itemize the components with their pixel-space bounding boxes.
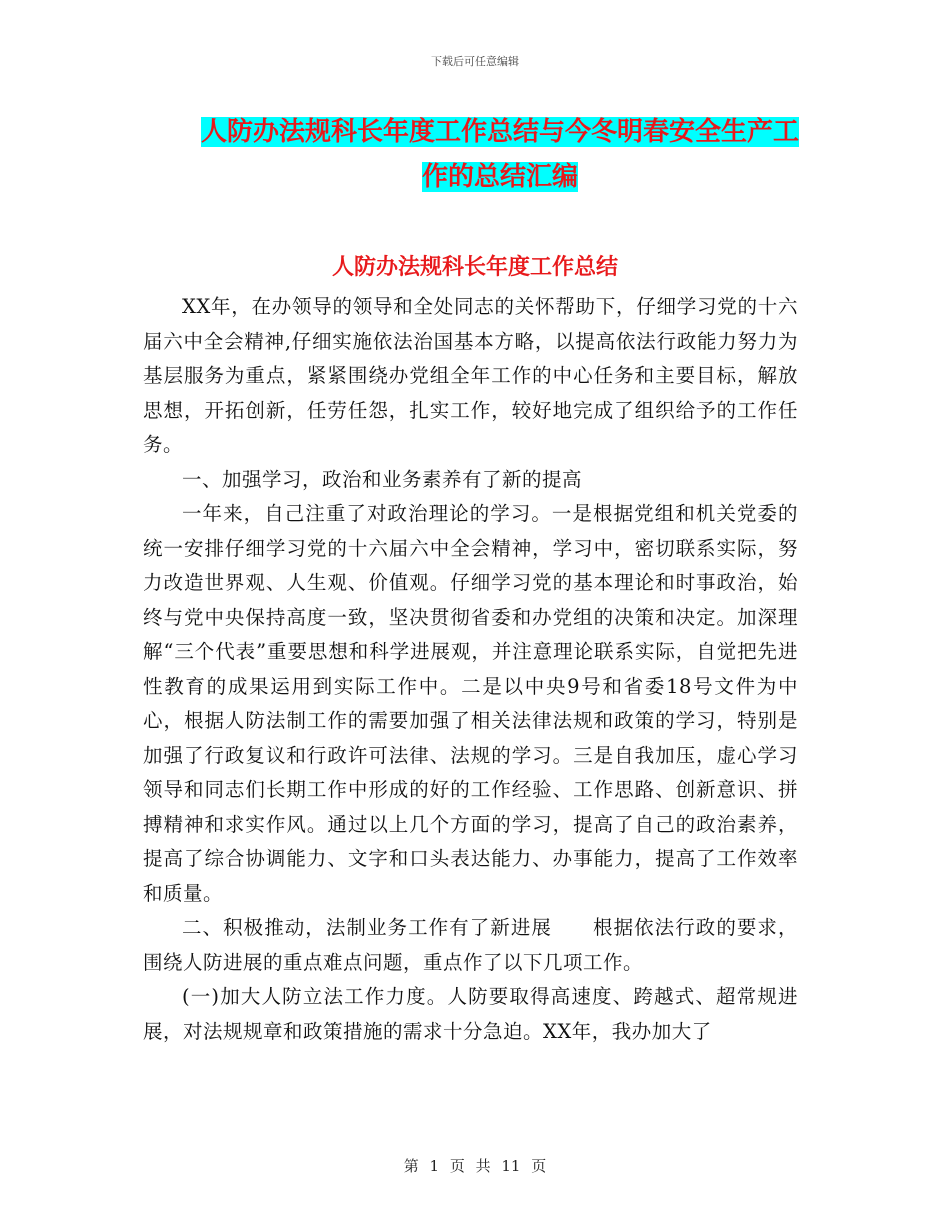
paragraph-legislation: (一)加大人防立法工作力度。人防要取得高速度、跨越式、超常规进展，对法规规章和政策措施的需求十分急迫。XX年，我办加大了: [143, 985, 798, 1043]
document-body: [143, 290, 798, 1049]
paragraph-intro: XX年，在办领导的领导和全处同志的关怀帮助下，仔细学习党的十六届六中全会精神,仔细实施依法治国基本方略，以提高依法行政能力努力为基层服务为重点，紧紧围绕办党组全年工作的中心任务和主要目标，解放思想，开拓创新，任劳任怨，扎实工作，较好地完成了组织给予的工作任务。: [143, 295, 798, 456]
document-title-line-1: 人防办法规科长年度工作总结与今冬明春安全生产工: [200, 117, 799, 147]
document-title: [180, 110, 820, 200]
paragraph-study: 一年来，自己注重了对政治理论的学习。一是根据党组和机关党委的统一安排仔细学习党的十六届六中全会精神，学习中，密切联系实际，努力改造世界观、人生观、价值观。仔细学习党的基本理论和时事政治，始终与党中央保持高度一致，坚决贯彻省委和办党组的决策和决定。加深理解“三个代表”重要思想和科学进展观，并注意理论联系实际，自觉把先进性教育的成果运用到实际工作中。二是以中央9号和省委18号文件为中心，根据人防法制工作的需要加强了相关法律法规和政策的学习，特别是加强了行政复议和行政许可法律、法规的学习。三是自我加压，虚心学习领导和同志们长期工作中形成的好的工作经验、工作思路、创新意识、拼搏精神和求实作风。通过以上几个方面的学习，提高了自己的政治素养，提高了综合协调能力、文字和口头表达能力、办事能力，提高了工作效率和质量。: [143, 502, 798, 905]
document-title-line-2: 作的总结汇编: [421, 162, 578, 192]
paragraph-heading-1: 一、加强学习，政治和业务素养有了新的提高: [182, 467, 583, 491]
section-title: 人防办法规科长年度工作总结: [331, 255, 618, 280]
page-number: 第 1 页 共 11 页: [403, 1157, 547, 1175]
header-note: 下载后可任意编辑: [431, 55, 519, 68]
paragraph-heading-2: 二、积极推动，法制业务工作有了新进展 根据依法行政的要求，围绕人防进展的重点难点问题，重点作了以下几项工作。: [143, 916, 798, 974]
